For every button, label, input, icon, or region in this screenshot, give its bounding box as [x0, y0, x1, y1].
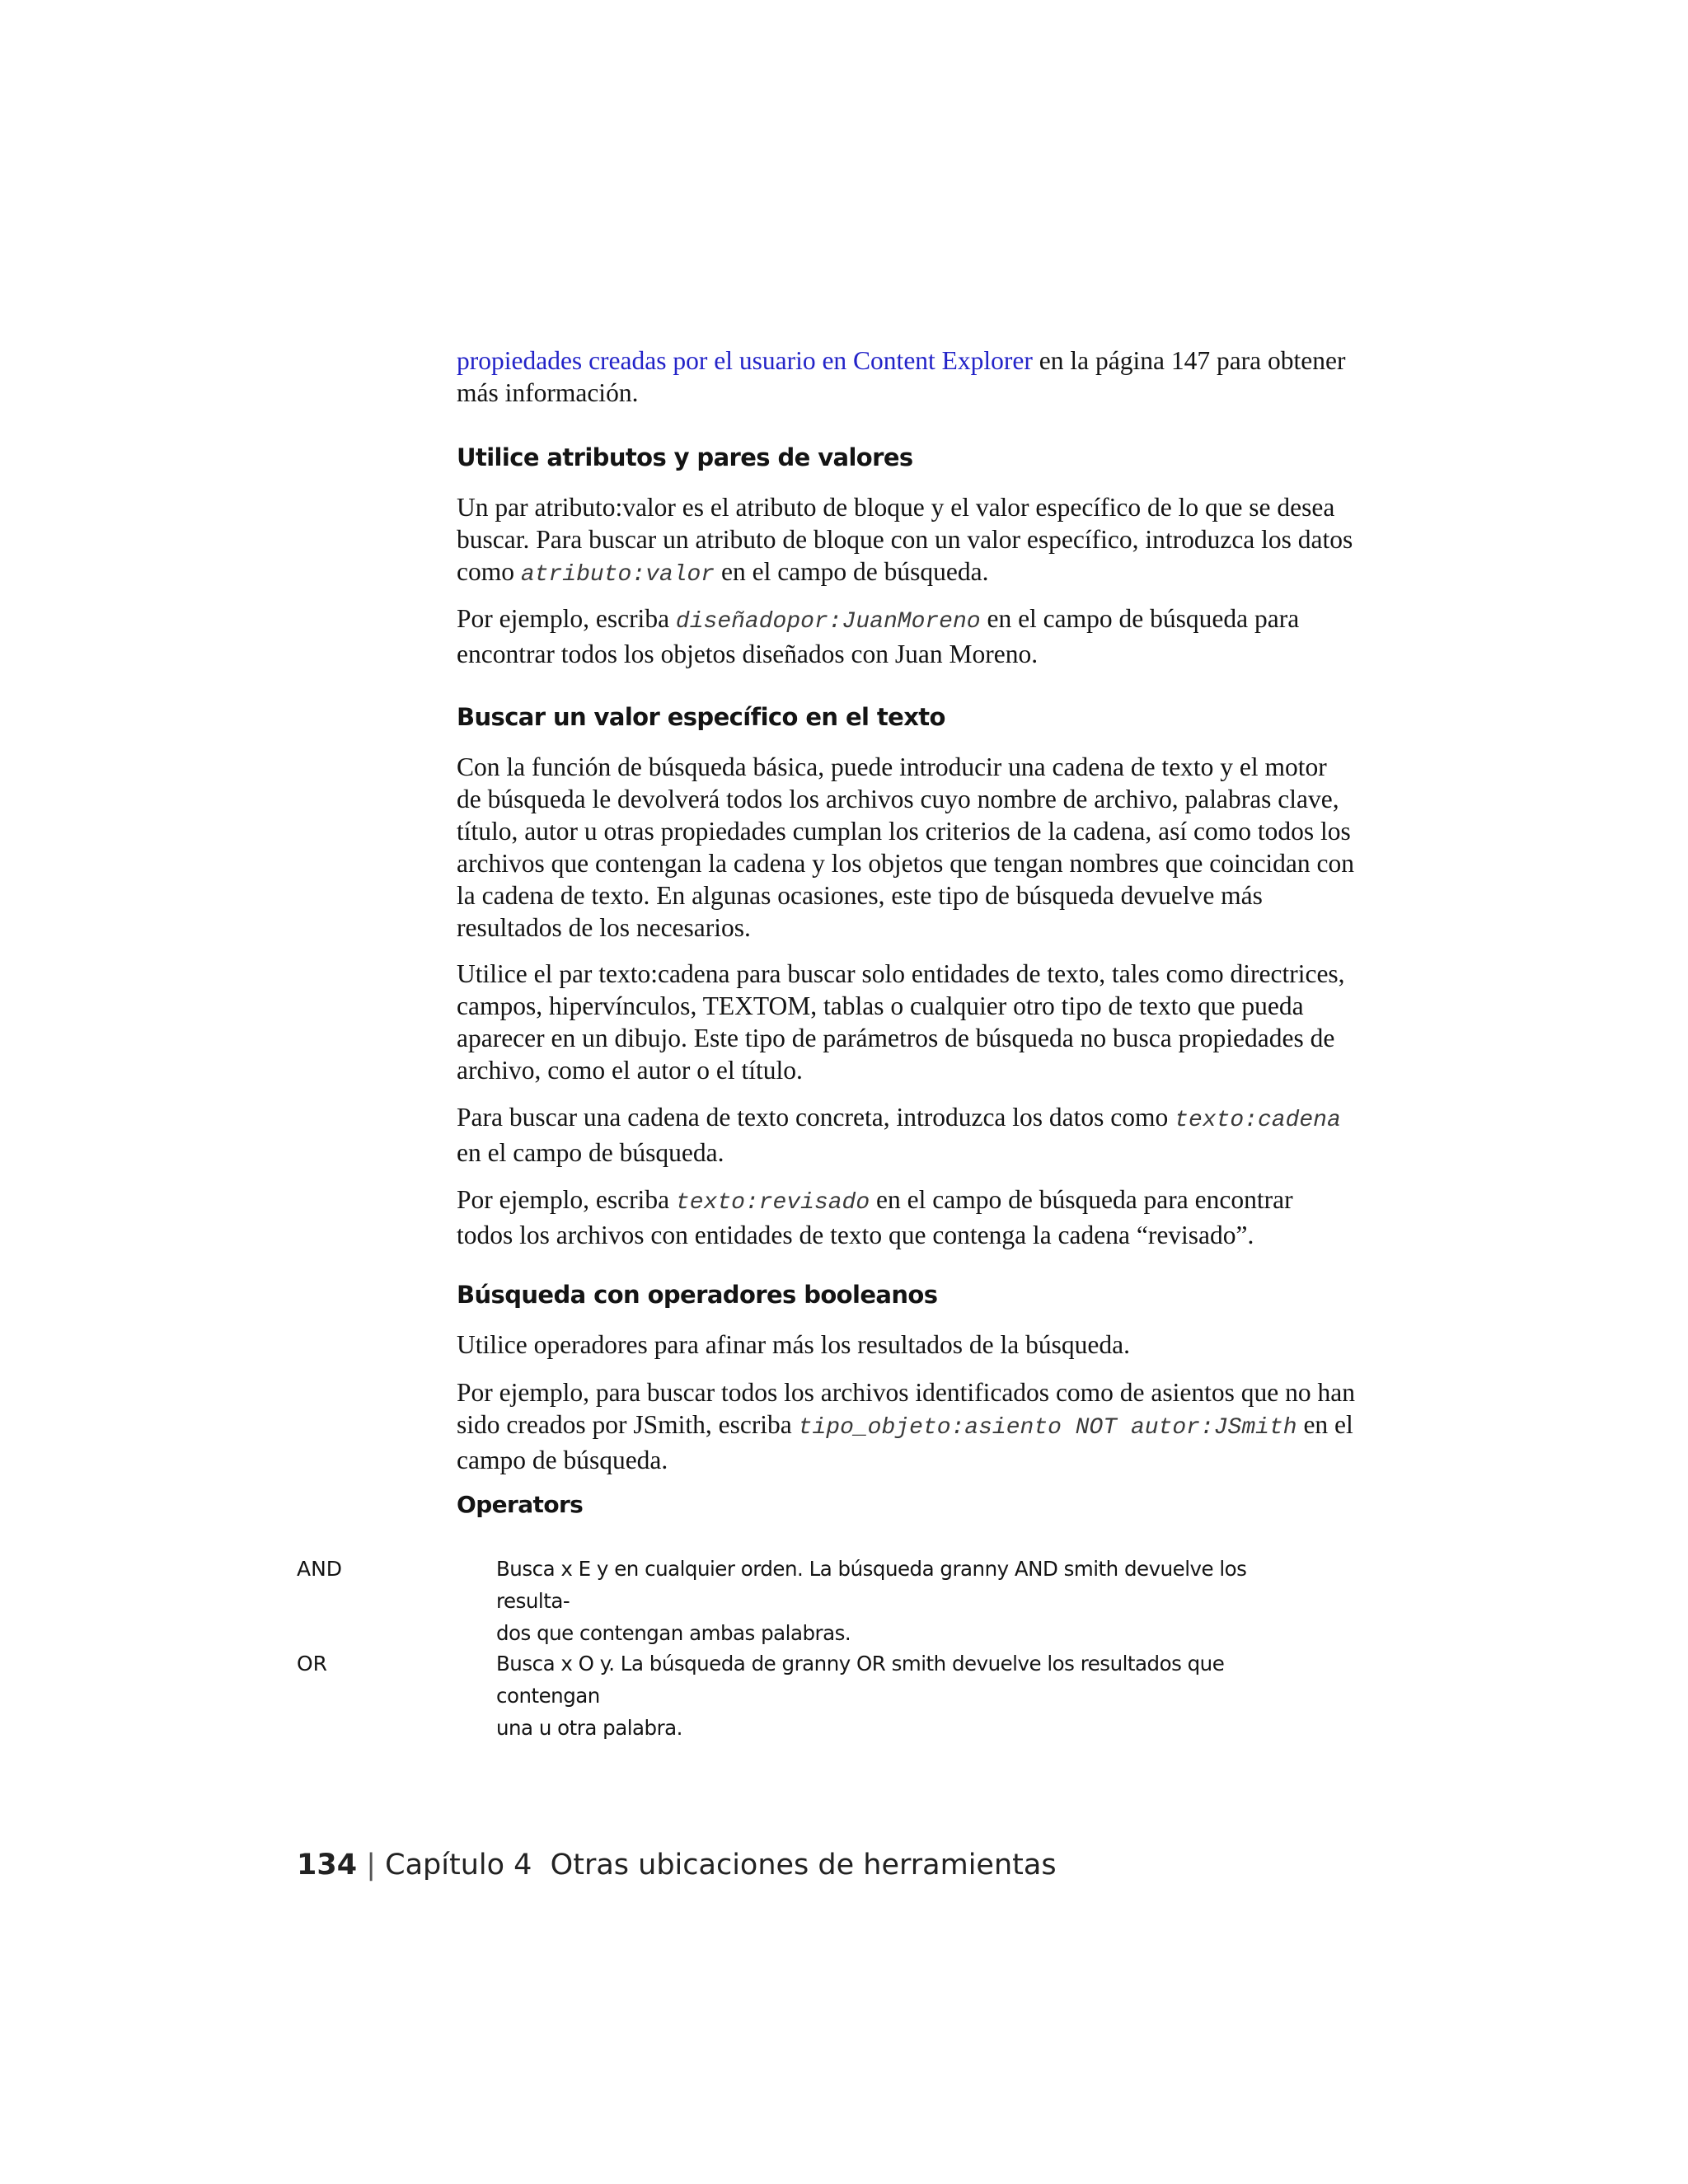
- section-heading-attributes: Utilice atributos y pares de valores: [457, 443, 913, 471]
- operator-term: AND: [297, 1557, 343, 1581]
- paragraph: [457, 491, 1355, 591]
- operator-description: [496, 1553, 1320, 1649]
- paragraph: Con la función de búsqueda básica, puede introducir una cadena de texto y el motor de búsqueda le devolverá todos los archivos cuyo nombre de archivo, palabras clave, título, autor u otras propiedades cumplan los criterios de la cadena, así como todos los archivos que contengan la cadena y los objetos que tengan nombres que coincidan con la cadena de texto. En algunas ocasiones, este tipo de búsqueda devuelve más resultados de los necesarios.: [457, 752, 1355, 942]
- text: Por ejemplo, escriba: [457, 1185, 676, 1214]
- intro-paragraph: [457, 344, 1355, 409]
- text: Por ejemplo, para buscar todos los archivos identificados como de asientos que no han sido creados por JSmith, escriba: [457, 1378, 1355, 1439]
- footer-separator: |: [366, 1849, 376, 1882]
- page-number: 134: [297, 1849, 358, 1882]
- section-heading-boolean: Búsqueda con operadores booleanos: [457, 1281, 938, 1309]
- text: en el campo de búsqueda.: [715, 557, 989, 586]
- description-line: Busca x O y. La búsqueda de granny OR smith devuelve los resultados que contengan: [496, 1652, 1225, 1708]
- code-sample: atributo:valor: [520, 562, 715, 588]
- intro-text: en la página 147 para obtener más información.: [457, 346, 1346, 407]
- text: Por ejemplo, escriba: [457, 604, 676, 633]
- code-sample: tipo_objeto:asiento NOT autor:JSmith: [798, 1415, 1297, 1441]
- code-sample: texto:revisado: [675, 1190, 870, 1216]
- content-explorer-link[interactable]: propiedades creadas por el usuario en Content Explorer: [457, 346, 1033, 375]
- operators-heading: Operators: [457, 1491, 584, 1518]
- section-heading-text-search: Buscar un valor específico en el texto: [457, 703, 945, 731]
- paragraph: [457, 1101, 1355, 1169]
- chapter-title: Otras ubicaciones de herramientas: [550, 1849, 1057, 1882]
- text: en el campo de búsqueda.: [457, 1138, 724, 1167]
- text: Un par atributo:valor es el atributo de bloque y el valor específico de lo que se desea buscar. Para buscar un atributo de bloque con un valor específico, introduzca los datos como: [457, 493, 1353, 586]
- description-line: una u otra palabra.: [496, 1716, 682, 1740]
- paragraph: Utilice operadores para afinar más los resultados de la búsqueda.: [457, 1330, 1130, 1359]
- operator-term: OR: [297, 1652, 328, 1675]
- chapter-label: Capítulo 4: [385, 1849, 532, 1882]
- paragraph: Utilice el par texto:cadena para buscar solo entidades de texto, tales como directrices, campos, hipervínculos, TEXTOM, tablas o cualquier otro tipo de texto que pueda aparecer en un dibujo. Este tipo de parámetros de búsqueda no busca propiedades de archivo, como el autor o el título.: [457, 959, 1345, 1085]
- paragraph: [457, 602, 1355, 670]
- text: en el campo de búsqueda.: [457, 1410, 1353, 1474]
- code-sample: diseñadopor:JuanMoreno: [675, 609, 981, 635]
- text: en el campo de búsqueda para encontrar todos los objetos diseñados con Juan Moreno.: [457, 604, 1300, 668]
- paragraph: [457, 1376, 1355, 1476]
- code-sample: texto:cadena: [1175, 1108, 1341, 1133]
- description-line: dos que contengan ambas palabras.: [496, 1621, 851, 1645]
- page-footer: [297, 1846, 1057, 1884]
- text: en el campo de búsqueda para encontrar todos los archivos con entidades de texto que contenga la cadena “revisado”.: [457, 1185, 1293, 1249]
- text: Para buscar una cadena de texto concreta, introduzca los datos como: [457, 1103, 1175, 1132]
- paragraph: [457, 1183, 1355, 1251]
- operator-description: [496, 1647, 1320, 1744]
- description-line: Busca x E y en cualquier orden. La búsqueda granny AND smith devuelve los resulta-: [496, 1557, 1247, 1613]
